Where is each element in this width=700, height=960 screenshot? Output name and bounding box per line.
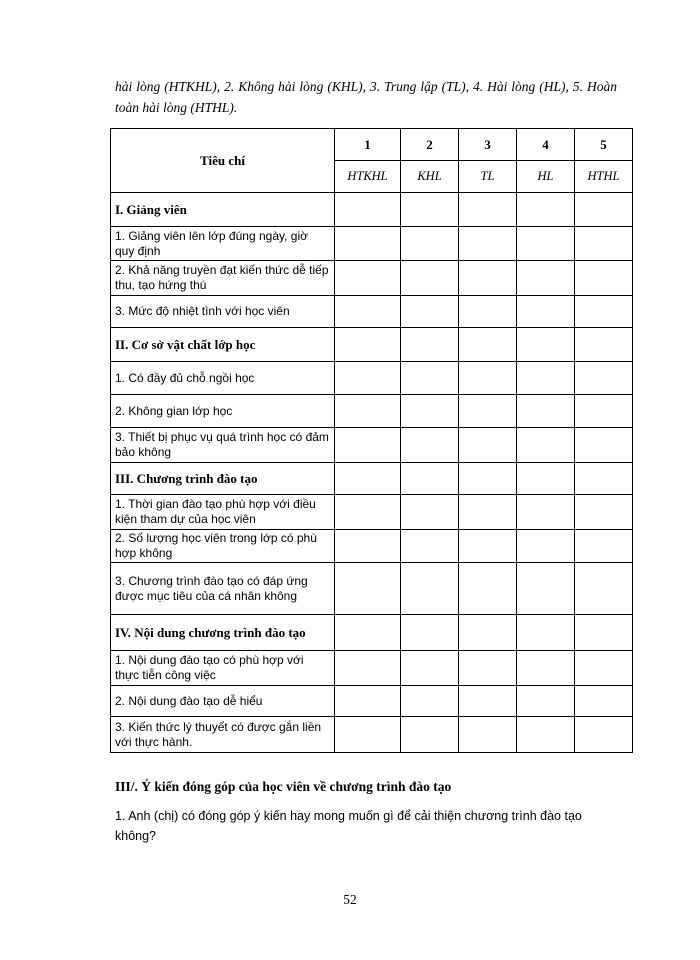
survey-table xyxy=(110,128,633,753)
rating-cell[interactable] xyxy=(459,495,517,530)
scale-abbr: HTKHL xyxy=(335,161,401,193)
criterion-label: 1. Nội dung đào tạo có phù hợp với thực tiễn công việc xyxy=(111,651,335,686)
rating-cell[interactable] xyxy=(335,395,401,428)
scale-abbr: HTHL xyxy=(575,161,633,193)
rating-cell[interactable] xyxy=(401,717,459,753)
rating-cell[interactable] xyxy=(459,296,517,328)
criterion-row xyxy=(111,717,633,753)
rating-cell xyxy=(517,463,575,495)
rating-cell xyxy=(517,193,575,227)
survey-body xyxy=(111,193,633,753)
rating-cell[interactable] xyxy=(459,428,517,463)
rating-cell[interactable] xyxy=(401,261,459,296)
criterion-label: 2. Không gian lớp học xyxy=(111,395,335,428)
rating-cell[interactable] xyxy=(517,530,575,563)
rating-cell[interactable] xyxy=(517,261,575,296)
rating-cell[interactable] xyxy=(575,495,633,530)
criterion-label: 2. Khả năng truyền đạt kiến thức dễ tiếp thu, tạo hứng thú xyxy=(111,261,335,296)
rating-cell xyxy=(401,193,459,227)
criterion-label: 1. Thời gian đào tạo phù hợp với điều kiện tham dự của học viên xyxy=(111,495,335,530)
rating-cell xyxy=(335,615,401,651)
criterion-row xyxy=(111,495,633,530)
rating-cell[interactable] xyxy=(575,686,633,717)
scale-number-row xyxy=(111,129,633,161)
rating-cell[interactable] xyxy=(459,717,517,753)
criterion-label: 3. Mức độ nhiệt tình với học viên xyxy=(111,296,335,328)
rating-cell[interactable] xyxy=(459,563,517,615)
rating-cell[interactable] xyxy=(335,651,401,686)
rating-cell[interactable] xyxy=(517,227,575,261)
rating-cell xyxy=(575,193,633,227)
rating-cell[interactable] xyxy=(575,362,633,395)
criterion-row xyxy=(111,428,633,463)
scale-abbr: TL xyxy=(459,161,517,193)
scale-number: 3 xyxy=(459,129,517,161)
rating-cell[interactable] xyxy=(517,717,575,753)
question-1: 1. Anh (chị) có đóng góp ý kiến hay mong muốn gì để cải thiện chương trình đào tạo không? xyxy=(115,809,582,843)
rating-cell[interactable] xyxy=(575,261,633,296)
criterion-row xyxy=(111,563,633,615)
rating-cell xyxy=(517,328,575,362)
rating-cell xyxy=(575,328,633,362)
section-title: II. Cơ sở vật chất lớp học xyxy=(111,328,335,362)
criterion-label: 1. Có đầy đủ chỗ ngồi học xyxy=(111,362,335,395)
rating-cell[interactable] xyxy=(401,428,459,463)
section-title: I. Giảng viên xyxy=(111,193,335,227)
scale-number: 5 xyxy=(575,129,633,161)
criterion-label: 2. Nội dung đào tạo dễ hiểu xyxy=(111,686,335,717)
rating-cell[interactable] xyxy=(459,395,517,428)
section-row xyxy=(111,328,633,362)
rating-cell[interactable] xyxy=(459,651,517,686)
rating-cell[interactable] xyxy=(401,686,459,717)
rating-cell[interactable] xyxy=(401,563,459,615)
rating-cell[interactable] xyxy=(575,651,633,686)
criterion-label: 1. Giảng viên lên lớp đúng ngày, giờ quy định xyxy=(111,227,335,261)
scale-number: 2 xyxy=(401,129,459,161)
rating-cell xyxy=(459,193,517,227)
criterion-label: 3. Thiết bị phục vụ quá trình học có đảm bảo không xyxy=(111,428,335,463)
section-row xyxy=(111,193,633,227)
rating-cell[interactable] xyxy=(575,296,633,328)
criterion-row xyxy=(111,261,633,296)
section-title: III. Chương trình đào tạo xyxy=(111,463,335,495)
criterion-row xyxy=(111,395,633,428)
rating-cell[interactable] xyxy=(517,563,575,615)
rating-cell[interactable] xyxy=(517,428,575,463)
rating-cell[interactable] xyxy=(401,530,459,563)
rating-cell[interactable] xyxy=(335,227,401,261)
section-row xyxy=(111,463,633,495)
rating-cell xyxy=(335,328,401,362)
criterion-label: 2. Số lượng học viên trong lớp có phù hợp không xyxy=(111,530,335,563)
rating-cell[interactable] xyxy=(575,227,633,261)
rating-cell[interactable] xyxy=(459,227,517,261)
rating-cell xyxy=(575,615,633,651)
rating-cell xyxy=(401,615,459,651)
rating-cell[interactable] xyxy=(401,495,459,530)
rating-cell[interactable] xyxy=(575,563,633,615)
rating-cell[interactable] xyxy=(335,563,401,615)
rating-cell[interactable] xyxy=(517,296,575,328)
rating-cell xyxy=(517,615,575,651)
criterion-row xyxy=(111,651,633,686)
rating-cell xyxy=(459,328,517,362)
rating-cell xyxy=(335,193,401,227)
rating-cell[interactable] xyxy=(517,395,575,428)
rating-cell[interactable] xyxy=(517,495,575,530)
criterion-row xyxy=(111,686,633,717)
rating-cell[interactable] xyxy=(401,296,459,328)
scale-abbr: KHL xyxy=(401,161,459,193)
rating-cell[interactable] xyxy=(575,428,633,463)
rating-cell[interactable] xyxy=(575,530,633,563)
rating-cell[interactable] xyxy=(517,651,575,686)
criterion-row xyxy=(111,227,633,261)
scale-abbr: HL xyxy=(517,161,575,193)
rating-cell xyxy=(459,463,517,495)
rating-cell[interactable] xyxy=(335,495,401,530)
criterion-label: 3. Chương trình đào tạo có đáp ứng được mục tiêu của cá nhân không xyxy=(111,563,335,615)
criterion-row xyxy=(111,296,633,328)
criterion-row xyxy=(111,362,633,395)
rating-cell xyxy=(459,615,517,651)
criterion-label: 3. Kiến thức lý thuyết có được gắn liền với thực hành. xyxy=(111,717,335,753)
rating-cell[interactable] xyxy=(335,428,401,463)
rating-cell[interactable] xyxy=(335,296,401,328)
rating-cell xyxy=(401,328,459,362)
section-3-title: III/. Ý kiến đóng góp của học viên về chương trình đào tạo xyxy=(115,779,452,794)
rating-cell[interactable] xyxy=(517,686,575,717)
rating-cell[interactable] xyxy=(575,395,633,428)
section-title: IV. Nội dung chương trình đào tạo xyxy=(111,615,335,651)
rating-cell[interactable] xyxy=(575,717,633,753)
rating-cell[interactable] xyxy=(459,530,517,563)
scale-number: 4 xyxy=(517,129,575,161)
rating-cell[interactable] xyxy=(401,651,459,686)
page-number: 52 xyxy=(343,892,357,907)
rating-cell[interactable] xyxy=(517,362,575,395)
criteria-header: Tiêu chí xyxy=(111,129,335,193)
rating-cell xyxy=(401,463,459,495)
rating-cell[interactable] xyxy=(401,227,459,261)
scale-number: 1 xyxy=(335,129,401,161)
rating-cell[interactable] xyxy=(335,261,401,296)
rating-cell[interactable] xyxy=(401,395,459,428)
rating-cell[interactable] xyxy=(335,717,401,753)
rating-cell[interactable] xyxy=(401,362,459,395)
section-row xyxy=(111,615,633,651)
criterion-row xyxy=(111,530,633,563)
rating-cell[interactable] xyxy=(335,530,401,563)
rating-cell[interactable] xyxy=(459,261,517,296)
rating-cell[interactable] xyxy=(335,362,401,395)
rating-cell[interactable] xyxy=(459,362,517,395)
intro-text: hài lòng (HTKHL), 2. Không hài lòng (KHL), 3. Trung lập (TL), 4. Hài lòng (HL), 5. Hoàn toàn hài lòng (HTHL). xyxy=(115,79,617,115)
rating-cell xyxy=(575,463,633,495)
rating-cell[interactable] xyxy=(459,686,517,717)
rating-cell[interactable] xyxy=(335,686,401,717)
rating-cell xyxy=(335,463,401,495)
